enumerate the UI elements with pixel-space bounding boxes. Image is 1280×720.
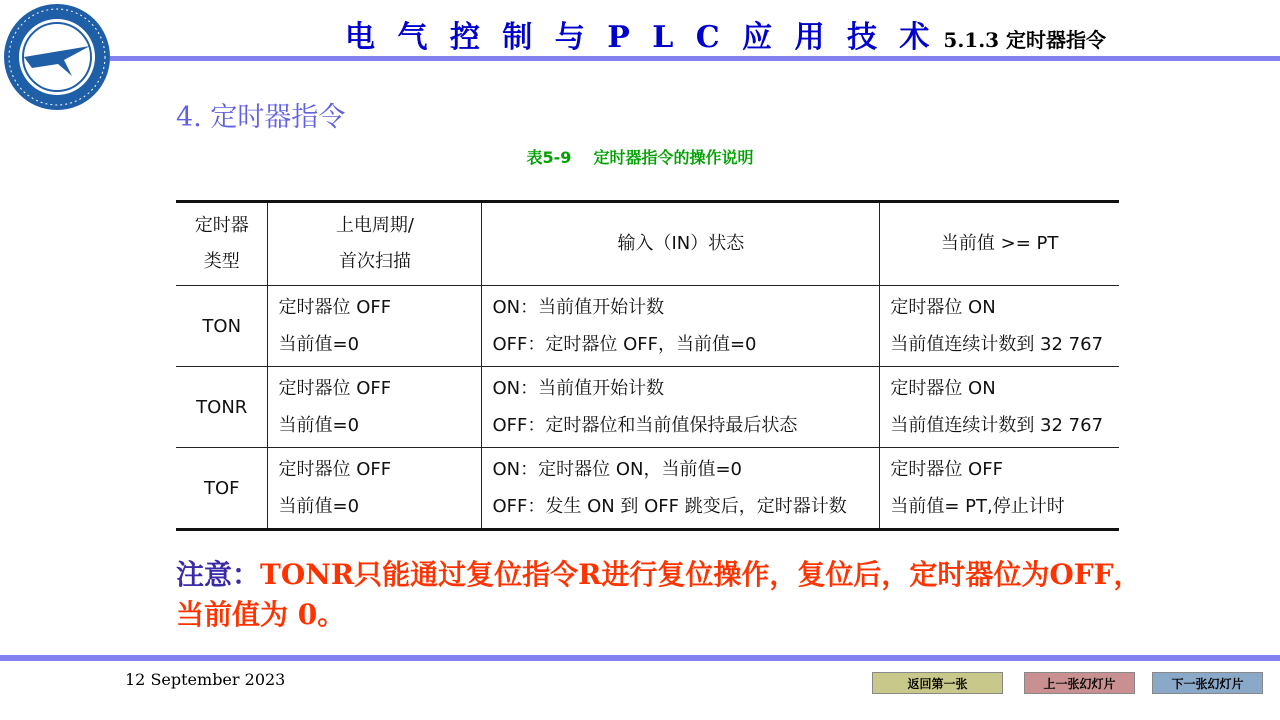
power-cycle-cell: 定时器位 OFF 当前值=0 bbox=[268, 286, 482, 367]
header-timer-type: 定时器 类型 bbox=[176, 202, 268, 286]
current-ge-pt-cell: 定时器位 ON 当前值连续计数到 32 767 bbox=[880, 286, 1119, 367]
header-power-cycle: 上电周期/ 首次扫描 bbox=[268, 202, 482, 286]
note-paragraph bbox=[176, 555, 1146, 635]
timer-type-cell: TOF bbox=[176, 448, 268, 530]
top-divider bbox=[110, 56, 1280, 61]
university-seal-logo bbox=[2, 2, 112, 112]
timer-instruction-table bbox=[176, 200, 1119, 531]
timer-type-cell: TON bbox=[176, 286, 268, 367]
power-cycle-cell: 定时器位 OFF 当前值=0 bbox=[268, 448, 482, 530]
timer-type-cell: TONR bbox=[176, 367, 268, 448]
next-slide-button[interactable]: 下一张幻灯片 bbox=[1152, 672, 1263, 694]
header-current-ge-pt: 当前值 >= PT bbox=[880, 202, 1119, 286]
input-state-cell: ON：定时器位 ON，当前值=0 OFF：发生 ON 到 OFF 跳变后，定时器计数 bbox=[482, 448, 880, 530]
current-ge-pt-cell: 定时器位 ON 当前值连续计数到 32 767 bbox=[880, 367, 1119, 448]
previous-slide-button[interactable]: 上一张幻灯片 bbox=[1024, 672, 1135, 694]
input-state-cell: ON：当前值开始计数 OFF：定时器位和当前值保持最后状态 bbox=[482, 367, 880, 448]
power-cycle-cell: 定时器位 OFF 当前值=0 bbox=[268, 367, 482, 448]
header-title bbox=[345, 12, 1106, 56]
current-ge-pt-cell: 定时器位 OFF 当前值= PT,停止计时 bbox=[880, 448, 1119, 530]
note-label: 注意： bbox=[176, 558, 261, 591]
slide-date: 12 September 2023 bbox=[125, 670, 286, 689]
table-caption-text: 定时器指令的操作说明 bbox=[593, 148, 754, 167]
table-row bbox=[176, 286, 1119, 367]
input-state-cell: ON：当前值开始计数 OFF：定时器位 OFF，当前值=0 bbox=[482, 286, 880, 367]
table-header-row bbox=[176, 202, 1119, 286]
table-row bbox=[176, 367, 1119, 448]
bottom-divider bbox=[0, 655, 1280, 661]
course-title: 电 气 控 制 与 P L C 应 用 技 术 bbox=[345, 20, 936, 55]
table-number: 表5-9 bbox=[526, 148, 572, 167]
table-caption bbox=[0, 145, 1280, 168]
section-heading: 4. 定时器指令 bbox=[176, 102, 346, 133]
table-row bbox=[176, 448, 1119, 530]
first-slide-button[interactable]: 返回第一张 bbox=[872, 672, 1003, 694]
section-label: 5.1.3 定时器指令 bbox=[943, 28, 1107, 52]
header-input-state: 输入（IN）状态 bbox=[482, 202, 880, 286]
note-text: TONR只能通过复位指令R进行复位操作，复位后，定时器位为OFF，当前值为 0。 bbox=[176, 558, 1142, 631]
